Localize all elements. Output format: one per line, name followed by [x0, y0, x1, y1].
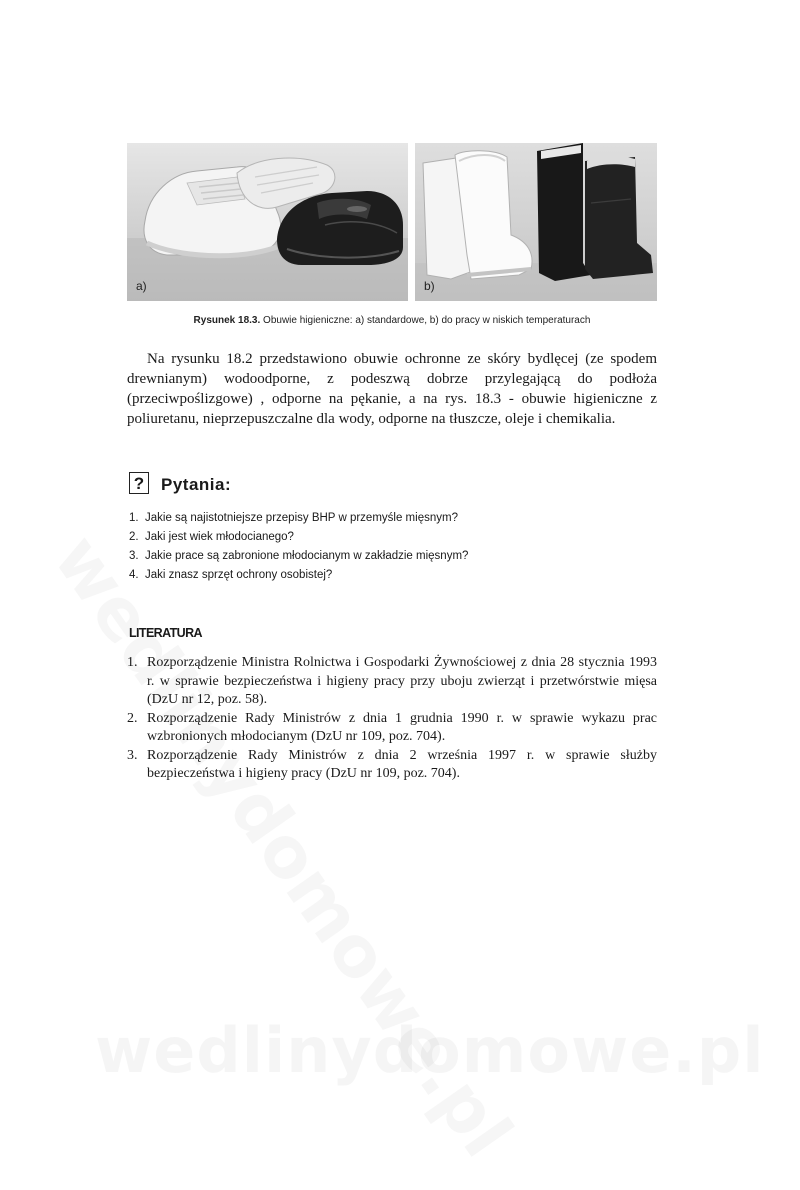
shoes-illustration: [127, 143, 408, 301]
literature-number: 1.: [127, 655, 138, 670]
watermark-bottom: [95, 1014, 715, 1087]
figure-photo-a-shoes: [127, 143, 408, 301]
question-text: Jakie prace są zabronione młodocianym w zakładzie mięsnym?: [145, 550, 469, 562]
panel-b-label: b): [424, 279, 435, 293]
paragraph-text: Na rysunku 18.2 przedstawiono obuwie ochronne ze skóry bydlęcej (ze spodem drewnianym) wodoodporne, z podeszwą dobrze przylegającą do podłoża (przeciwpoślizgowe) , odporne na pękanie, a na rys. 18.3 - obuwie higieniczne z poliuretanu, nieprzepuszczalne dla wody, odporne na tłuszcze, oleje i chemikalia.: [127, 351, 657, 427]
caption-label: Rysunek 18.3.: [193, 315, 261, 326]
figure-photo-b-boots: [415, 143, 657, 301]
watermark-diagonal: [38, 520, 541, 1190]
question-number: 2.: [129, 531, 139, 543]
panel-a-label: a): [136, 279, 147, 293]
question-text: Jakie są najistotniejsze przepisy BHP w przemyśle mięsnym?: [145, 512, 458, 524]
boots-illustration: [415, 143, 657, 301]
question-text: Jaki znasz sprzęt ochrony osobistej?: [145, 569, 333, 581]
literature-text: Rozporządzenie Ministra Rolnictwa i Gospodarki Żywnościowej z dnia 28 stycznia 1993 r. w sprawie bezpieczeństwa i higieny pracy przy uboju zwierząt i przetwórstwie mięsa (DzU nr 12, poz. 58).: [147, 655, 657, 707]
literature-text: Rozporządzenie Rady Ministrów z dnia 2 września 1997 r. w sprawie służby bezpieczeństwa i higieny pracy (DzU nr 109, poz. 704).: [147, 747, 657, 781]
question-text: Jaki jest wiek młodocianego?: [145, 531, 294, 543]
caption-text: Obuwie higieniczne: a) standardowe, b) do pracy w niskich temperaturach: [260, 315, 591, 326]
question-number: 3.: [129, 550, 139, 562]
literature-number: 3.: [127, 747, 138, 763]
questions-list: [129, 509, 468, 585]
literature-list: [127, 654, 657, 784]
question-item: [129, 528, 468, 547]
literature-text: Rozporządzenie Rady Ministrów z dnia 1 grudnia 1990 r. w sprawie wykazu prac wzbronionych młodocianym (DzU nr 109, poz. 704).: [147, 710, 657, 744]
literature-item: [127, 747, 657, 784]
literature-item: [127, 654, 657, 710]
question-number: 1.: [129, 512, 139, 524]
literature-number: 2.: [127, 710, 138, 726]
question-item: [129, 547, 468, 566]
questions-heading: Pytania:: [161, 475, 232, 494]
question-mark-icon: ?: [129, 472, 149, 494]
question-item: [129, 566, 468, 585]
literature-item: [127, 710, 657, 747]
figure-caption: [127, 315, 657, 326]
question-item: [129, 509, 468, 528]
literature-heading: LITERATURA: [129, 626, 202, 640]
body-paragraph: [127, 349, 657, 429]
question-number: 4.: [129, 569, 139, 581]
